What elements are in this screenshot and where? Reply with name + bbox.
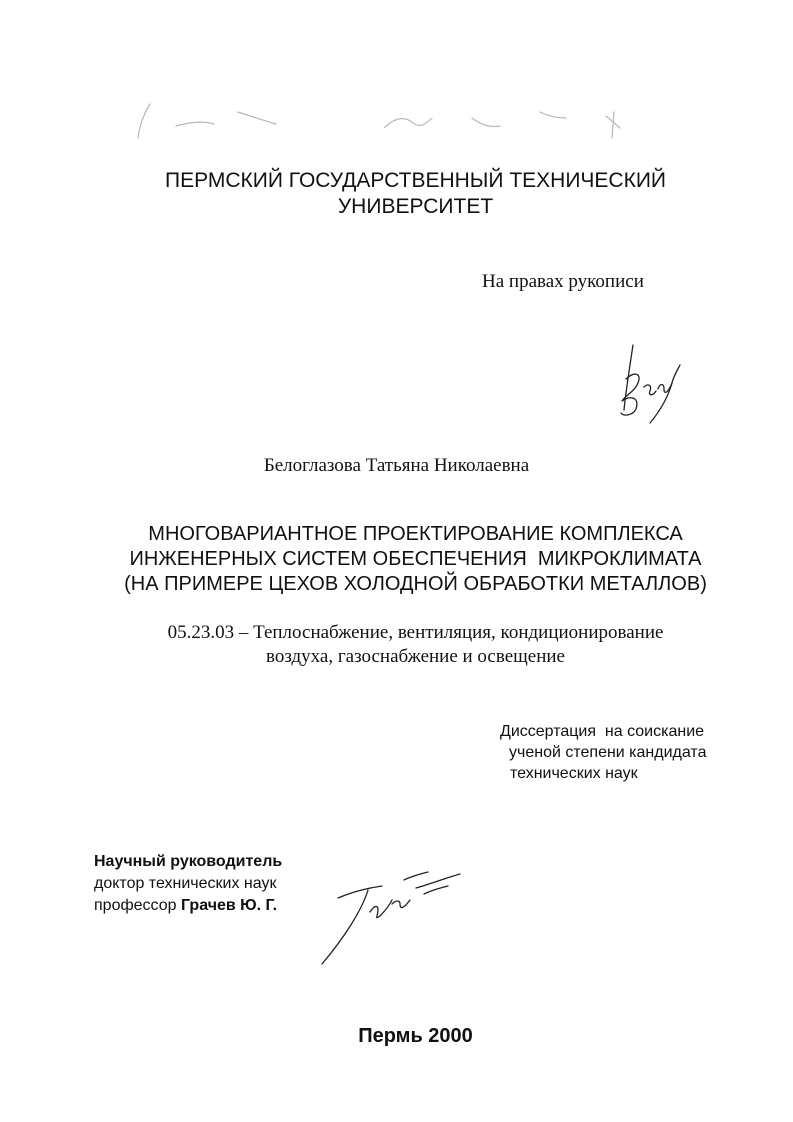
- supervisor-title-line: [94, 895, 282, 917]
- specialty-line-1: 05.23.03 – Теплоснабжение, вентиляция, кондиционирование: [167, 622, 664, 643]
- supervisor-block: [94, 851, 282, 917]
- university-name: [0, 168, 793, 220]
- supervisor-name: Грачев Ю. Г.: [180, 897, 278, 914]
- author-name: Белоглазова Татьяна Николаевна: [263, 455, 530, 476]
- supervisor-signature: [308, 860, 468, 970]
- supervisor-heading: Научный руководитель: [94, 853, 283, 870]
- supervisor-title-prefix: профессор: [94, 897, 177, 914]
- specialty-line-2: воздуха, газоснабжение и освещение: [266, 646, 565, 667]
- dissertation-statement: [500, 721, 706, 784]
- dissertation-line-2: ученой степени кандидата: [509, 744, 707, 761]
- specialty-code: [0, 621, 793, 669]
- manuscript-note: На правах рукописи: [482, 271, 644, 292]
- place-and-year: Пермь 2000: [358, 1025, 473, 1047]
- supervisor-degree: доктор технических наук: [94, 875, 277, 892]
- university-line-1: ПЕРМСКИЙ ГОСУДАРСТВЕННЫЙ ТЕХНИЧЕСКИЙ: [164, 169, 667, 192]
- dissertation-line-3: технических наук: [510, 765, 638, 782]
- dissertation-line-1: Диссертация на соискание: [500, 723, 705, 740]
- dissertation-title: [0, 522, 793, 597]
- title-line-3: (НА ПРИМЕРЕ ЦЕХОВ ХОЛОДНОЙ ОБРАБОТКИ МЕТАЛЛОВ): [124, 573, 707, 595]
- title-line-1: МНОГОВАРИАНТНОЕ ПРОЕКТИРОВАНИЕ КОМПЛЕКСА: [148, 523, 683, 545]
- university-line-2: УНИВЕРСИТЕТ: [337, 195, 494, 218]
- author-signature: [608, 335, 688, 425]
- title-line-2: ИНЖЕНЕРНЫХ СИСТЕМ ОБЕСПЕЧЕНИЯ МИКРОКЛИМАТА: [129, 548, 702, 570]
- faint-stamp-mark: [0, 0, 793, 160]
